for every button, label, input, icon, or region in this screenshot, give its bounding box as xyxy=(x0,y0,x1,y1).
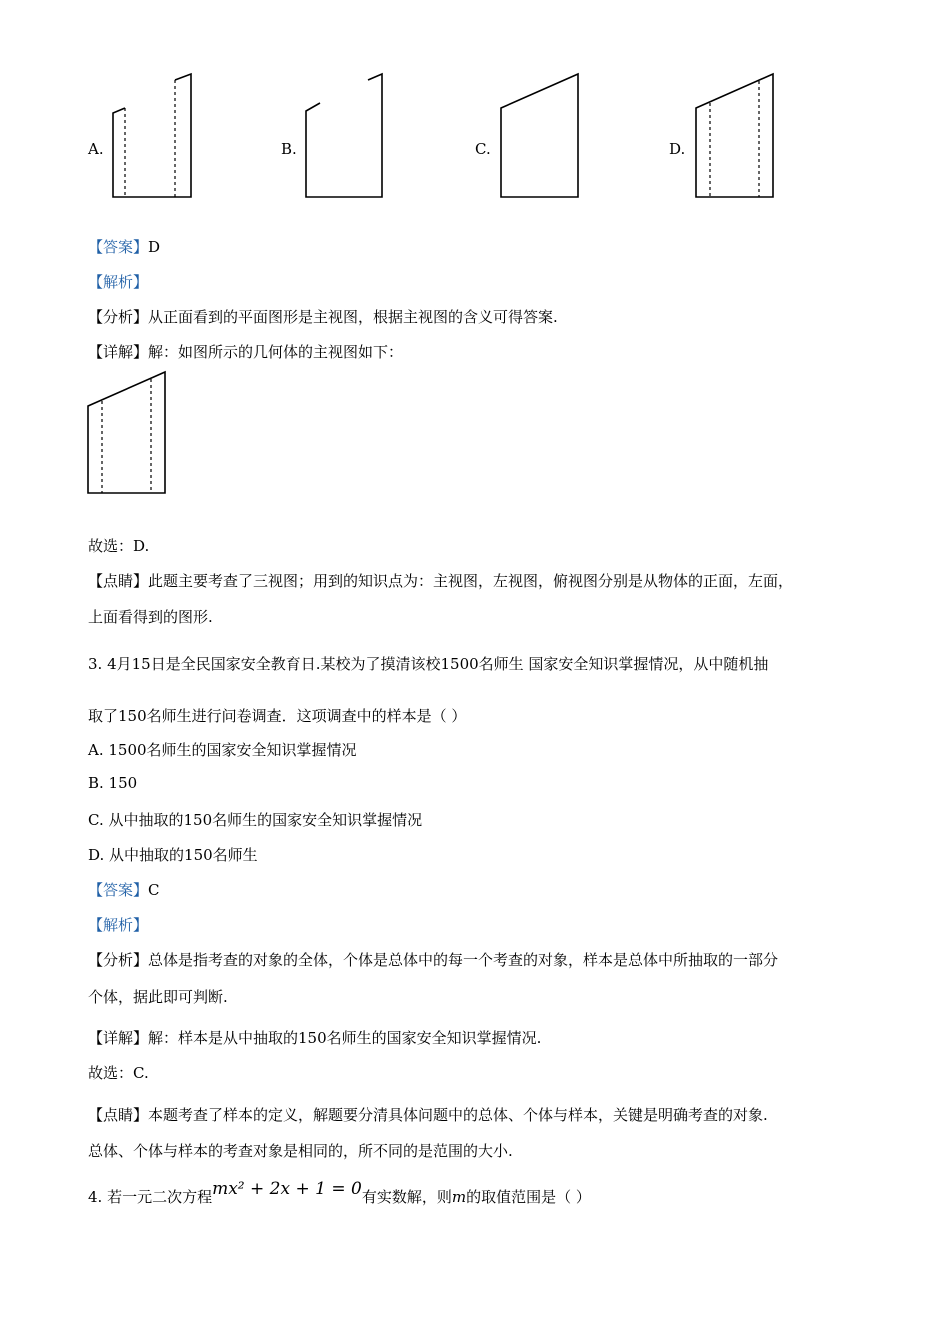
dianjing-text: 本题考查了样本的定义，解题要分清具体问题中的总体、个体与样本，关键是明确考查的对象. xyxy=(148,1106,768,1124)
fenxi-text: 从正面看到的平面图形是主视图，根据主视图的含义可得答案. xyxy=(148,308,558,326)
front-view-figure xyxy=(82,368,174,500)
dianjing-text: 此题主要考查了三视图；用到的知识点为：主视图，左视图，俯视图分别是从物体的正面，左面， xyxy=(148,572,794,590)
answer-tag: 【答案】 xyxy=(88,238,149,256)
option-a-figure xyxy=(105,70,200,205)
q3-stem-line1: 3. 4月15日是全民国家安全教育日.某校为了摸清该校1500名师生 国家安全知识掌握情况，从中随机抽 xyxy=(88,655,769,673)
q3-fenxi-line1 xyxy=(88,949,778,970)
xiangjie-tag: 【详解】 xyxy=(88,343,149,361)
option-d-label: D. xyxy=(669,140,686,158)
q4-prefix: 4. 若一元二次方程 xyxy=(88,1188,213,1206)
option-b-label: B. xyxy=(281,140,297,158)
q2-guxuan: 故选：D. xyxy=(88,537,150,555)
xiangjie-tag: 【详解】 xyxy=(88,1029,149,1047)
q2-dianjing-line2: 上面看得到的图形. xyxy=(88,608,213,626)
q4-stem xyxy=(88,1179,591,1207)
answer-value: C xyxy=(148,881,160,899)
q4-var: m xyxy=(451,1188,467,1206)
option-c-label: C. xyxy=(475,140,491,158)
q3-guxuan: 故选：C. xyxy=(88,1064,149,1082)
fenxi-text: 总体是指考查的对象的全体，个体是总体中的每一个考查的对象，样本是总体中所抽取的一部分 xyxy=(148,951,779,969)
q3-answer xyxy=(88,879,160,900)
fenxi-tag: 【分析】 xyxy=(88,308,149,326)
q2-dianjing-line1 xyxy=(88,570,793,591)
q3-dianjing-line1 xyxy=(88,1104,768,1125)
q4-suffix2: 的取值范围是（ ） xyxy=(466,1188,591,1206)
option-b-figure xyxy=(300,70,390,205)
fenxi-tag: 【分析】 xyxy=(88,951,149,969)
q3-option-b: B. 150 xyxy=(88,774,138,792)
q2-analysis-tag: 【解析】 xyxy=(88,273,149,291)
q3-dianjing-line2: 总体、个体与样本的考查对象是相同的，所不同的是范围的大小. xyxy=(88,1142,513,1160)
q4-equation: mx² + 2x + 1 = 0 xyxy=(212,1179,362,1199)
q2-fenxi xyxy=(88,306,558,327)
q3-option-c: C. 从中抽取的150名师生的国家安全知识掌握情况 xyxy=(88,811,423,829)
answer-value: D xyxy=(148,238,161,256)
dianjing-tag: 【点睛】 xyxy=(88,572,149,590)
q3-xiangjie xyxy=(88,1027,541,1048)
answer-tag: 【答案】 xyxy=(88,881,149,899)
xiangjie-text: 解：如图所示的几何体的主视图如下： xyxy=(148,343,404,361)
xiangjie-text: 解：样本是从中抽取的150名师生的国家安全知识掌握情况. xyxy=(148,1029,542,1047)
dianjing-tag: 【点睛】 xyxy=(88,1106,149,1124)
option-c-figure xyxy=(495,70,585,205)
q3-option-d: D. 从中抽取的150名师生 xyxy=(88,846,258,864)
q2-xiangjie xyxy=(88,341,403,362)
q3-option-a: A. 1500名师生的国家安全知识掌握情况 xyxy=(88,741,357,759)
q3-stem-line2: 取了150名师生进行问卷调查．这项调查中的样本是（ ） xyxy=(88,707,467,725)
q2-answer xyxy=(88,236,160,257)
option-a-label: A. xyxy=(88,140,104,158)
q3-fenxi-line2: 个体，据此即可判断. xyxy=(88,988,228,1006)
option-d-figure xyxy=(690,70,780,205)
q4-suffix: 有实数解，则 xyxy=(361,1188,452,1206)
q3-analysis-tag: 【解析】 xyxy=(88,916,149,934)
